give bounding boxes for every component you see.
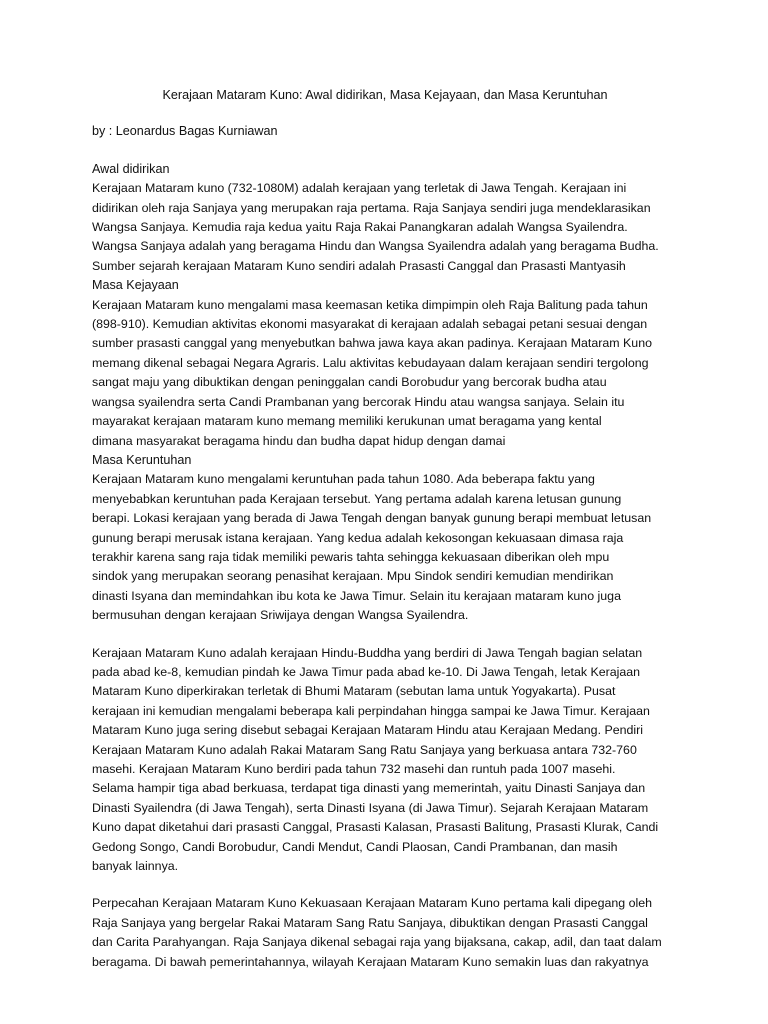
text-line: didirikan oleh raja Sanjaya yang merupakan raja pertama. Raja Sanjaya sendiri juga mendeklarasikan — [92, 200, 651, 215]
text-line: Kerajaan Mataram kuno mengalami masa keemasan ketika dimpimpin oleh Raja Balitung pada tahun — [92, 297, 648, 312]
section-body — [92, 179, 678, 276]
section-masa-keruntuhan — [92, 451, 678, 626]
section-body — [92, 296, 678, 451]
text-line: beragama. Di bawah pemerintahannya, wilayah Kerajaan Mataram Kuno semakin luas dan rakyatnya — [92, 954, 649, 969]
text-line: masehi. Kerajaan Mataram Kuno berdiri pada tahun 732 masehi dan runtuh pada 1007 masehi. — [92, 762, 616, 776]
section-heading: Masa Keruntuhan — [92, 452, 192, 467]
text-line: Sumber sejarah kerajaan Mataram Kuno sendiri adalah Prasasti Canggal dan Prasasti Mantyasih — [92, 258, 626, 273]
text-line: Kerajaan Mataram kuno mengalami keruntuhan pada tahun 1080. Ada beberapa faktu yang — [92, 472, 595, 487]
section-awal-didirikan — [92, 160, 678, 276]
text-line: dimana masyarakat beragama hindu dan budha dapat hidup dengan damai — [92, 433, 506, 448]
text-line: berapi. Lokasi kerajaan yang berada di Jawa Tengah dengan banyak gunung berapi membuat letusan — [92, 511, 652, 526]
text-line: dan Carita Parahyangan. Raja Sanjaya dikenal sebagai raja yang bijaksana, cakap, adil, dan taat dalam — [92, 935, 662, 950]
paragraph-hindu-buddha — [92, 644, 678, 877]
section-body — [92, 470, 678, 625]
text-line: gunung berapi merusak istana kerajaan. Yang kedua adalah kekosongan kekuasaan dimasa raja — [92, 530, 624, 545]
text-line: terakhir karena sang raja tidak memiliki pewaris tahta sehingga kekuasaan diberikan oleh mpu — [92, 549, 610, 564]
document-title: Kerajaan Mataram Kuno: Awal didirikan, Masa Kejayaan, dan Masa Keruntuhan — [162, 88, 608, 102]
section-masa-kejayaan — [92, 276, 678, 451]
text-line: (898-910). Kemudian aktivitas ekonomi masyarakat di kerajaan adalah sebagai petani sesuai dengan — [92, 317, 648, 332]
text-line: Kerajaan Mataram kuno (732-1080M) adalah kerajaan yang terletak di Jawa Tengah. Kerajaan ini — [92, 181, 627, 196]
text-line: bermusuhan dengan kerajaan Sriwijaya dengan Wangsa Syailendra. — [92, 608, 469, 623]
text-line: banyak lainnya. — [92, 859, 179, 874]
paragraph-perpecahan — [92, 894, 678, 972]
author-byline: by : Leonardus Bagas Kurniawan — [92, 124, 278, 139]
text-line: Kuno dapat diketahui dari prasasti Canggal, Prasasti Kalasan, Prasasti Balitung, Prasasti Klurak, Candi — [92, 820, 659, 835]
text-line: wangsa syailendra serta Candi Prambanan yang bercorak Hindu atau wangsa sanjaya. Selain itu — [92, 394, 625, 409]
text-line: Gedong Songo, Candi Borobudur, Candi Mendut, Candi Plaosan, Candi Prambanan, dan masih — [92, 839, 618, 854]
text-line: menyebabkan keruntuhan pada Kerajaan tersebut. Yang pertama adalah karena letusan gunung — [92, 491, 622, 506]
text-line: mayarakat kerajaan mataram kuno memang memiliki kerukunan umat beragama yang kental — [92, 414, 602, 429]
text-line: dinasti Isyana dan memindahkan ibu kota ke Jawa Timur. Selain itu kerajaan mataram kuno juga — [92, 588, 621, 603]
text-line: Mataram Kuno juga sering disebut sebagai Kerajaan Mataram Hindu atau Kerajaan Medang. Pendiri — [92, 723, 644, 738]
text-line: Kerajaan Mataram Kuno adalah kerajaan Hindu-Buddha yang berdiri di Jawa Tengah bagian selatan — [92, 645, 643, 660]
text-line: sangat maju yang dibuktikan dengan peninggalan candi Borobudur yang bercorak budha atau — [92, 375, 607, 390]
text-line: Wangsa Sanjaya adalah yang beragama Hindu dan Wangsa Syailendra adalah yang beragama Budha. — [92, 239, 659, 254]
text-line: memang dikenal sebagai Negara Agraris. Lalu aktivitas kebudayaan dalam kerajaan sendiri tergolong — [92, 355, 649, 370]
text-line: Mataram Kuno diperkirakan terletak di Bhumi Mataram (sebutan lama untuk Yogyakarta). Pusat — [92, 684, 616, 699]
text-line: Dinasti Syailendra (di Jawa Tengah), serta Dinasti Isyana (di Jawa Timur). Sejarah Kerajaan Mataram — [92, 800, 649, 815]
text-line: Selama hampir tiga abad berkuasa, terdapat tiga dinasti yang memerintah, yaitu Dinasti Sanjaya dan — [92, 781, 646, 796]
text-line: sindok yang merupakan seorang penasihat kerajaan. Mpu Sindok sendiri kemudian mendirikan — [92, 569, 614, 584]
text-line: pada abad ke-8, kemudian pindah ke Jawa Timur pada abad ke-10. Di Jawa Tengah, letak Kerajaan — [92, 664, 641, 679]
text-line: sumber prasasti canggal yang menyebutkan bahwa jawa kaya akan padinya. Kerajaan Mataram Kuno — [92, 336, 652, 351]
document-page — [92, 86, 678, 972]
text-line: Perpecahan Kerajaan Mataram Kuno Kekuasaan Kerajaan Mataram Kuno pertama kali dipegang oleh — [92, 896, 652, 911]
text-line: Wangsa Sanjaya. Kemudia raja kedua yaitu Raja Rakai Panangkaran adalah Wangsa Syailendra. — [92, 220, 628, 235]
text-line: Raja Sanjaya yang bergelar Rakai Mataram Sang Ratu Sanjaya, dibuktikan dengan Prasasti Canggal — [92, 915, 648, 930]
text-line: kerajaan ini kemudian mengalami beberapa kali perpindahan hingga sampai ke Jawa Timur. Kerajaan — [92, 703, 650, 718]
section-heading: Masa Kejayaan — [92, 278, 179, 293]
section-heading: Awal didirikan — [92, 161, 170, 176]
text-line: Kerajaan Mataram Kuno adalah Rakai Mataram Sang Ratu Sanjaya yang berkuasa antara 732-760 — [92, 742, 637, 757]
